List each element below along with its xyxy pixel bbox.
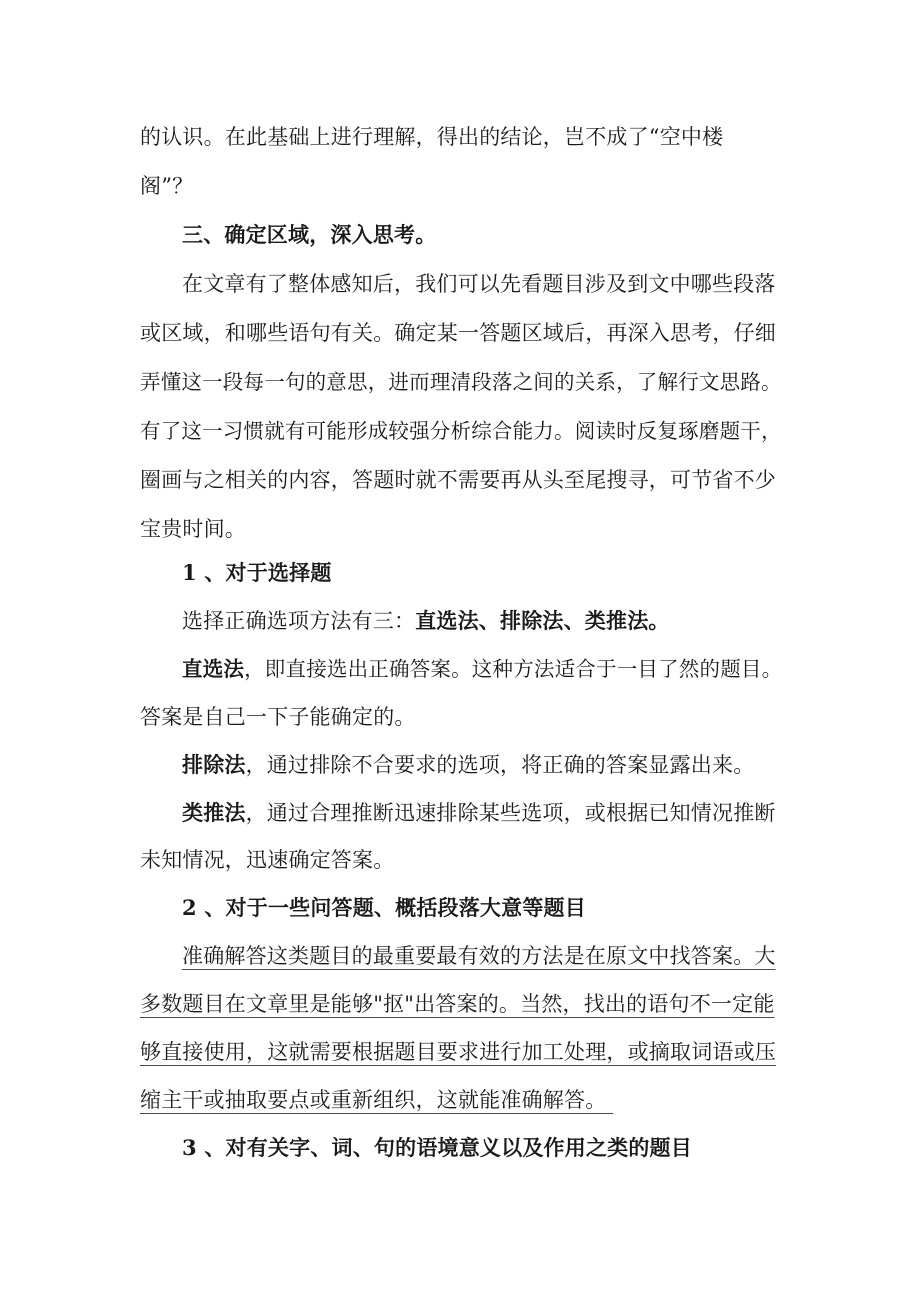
term-description: ，通过排除不合要求的选项，将正确的答案显露出来。 — [245, 753, 755, 777]
underlined-line: 多数题目在文章里是能够"抠"出答案的。当然，找出的语句不一定能 — [140, 992, 775, 1016]
methods-list: 直选法、排除法、类推法。 — [415, 608, 670, 633]
paragraph-line: 弄懂这一段每一句的意思，进而理清段落之间的关系，了解行文思路。 — [140, 370, 782, 394]
paragraph-line — [182, 793, 776, 833]
term-description: ，通过合理推断迅速排除某些选项，或根据已知情况推断 — [245, 801, 776, 825]
underlined-line: 够直接使用，这就需要根据题目要求进行加工处理，或摘取词语或压 — [140, 1040, 776, 1064]
term-inference: 类推法 — [182, 800, 246, 825]
paragraph-line: 在文章有了整体感知后，我们可以先看题目涉及到文中哪些段落 — [182, 272, 776, 296]
paragraph-line: 或区域，和哪些语句有关。确定某一答题区域后，再深入思考，仔细 — [140, 321, 776, 345]
term-direct-selection: 直选法 — [182, 657, 245, 681]
paragraph-line — [182, 745, 754, 785]
term-description: ，即直接选出正确答案。这种方法适合于一目了然的题目。 — [244, 657, 783, 681]
paragraph-line — [182, 601, 670, 641]
paragraph-line — [182, 649, 782, 689]
term-elimination: 排除法 — [182, 752, 246, 777]
paragraph-line: 有了这一习惯就有可能形成较强分析综合能力。阅读时反复琢磨题干， — [140, 419, 782, 443]
section-heading-3: 三、确定区域，深入思考。 — [182, 222, 437, 247]
paragraph-line: 答案是自己一下子能确定的。 — [140, 705, 416, 729]
subsection-heading-2: 2 、对于一些问答题、概括段落大意等题目 — [182, 895, 586, 920]
subsection-heading-3: 3 、对有关字、词、句的语境意义以及作用之类的题目 — [182, 1135, 692, 1160]
paragraph-line: 圈画与之相关的内容，答题时就不需要再从头至尾搜寻，可节省不少 — [140, 468, 776, 492]
underlined-line: 缩主干或抽取要点或重新组织，这就能准确解答。 — [140, 1088, 614, 1112]
paragraph-line: 阁”？ — [140, 174, 194, 198]
paragraph-line: 宝贵时间。 — [140, 517, 246, 541]
paragraph-line: 的认识。在此基础上进行理解，得出的结论，岂不成了“空中楼 — [140, 125, 724, 149]
underlined-line: 准确解答这类题目的最重要最有效的方法是在原文中找答案。大 — [182, 944, 776, 968]
paragraph-line: 未知情况，迅速确定答案。 — [140, 848, 395, 872]
subsection-heading-1: 1 、对于选择题 — [182, 560, 332, 585]
methods-intro: 选择正确选项方法有三： — [182, 609, 416, 633]
